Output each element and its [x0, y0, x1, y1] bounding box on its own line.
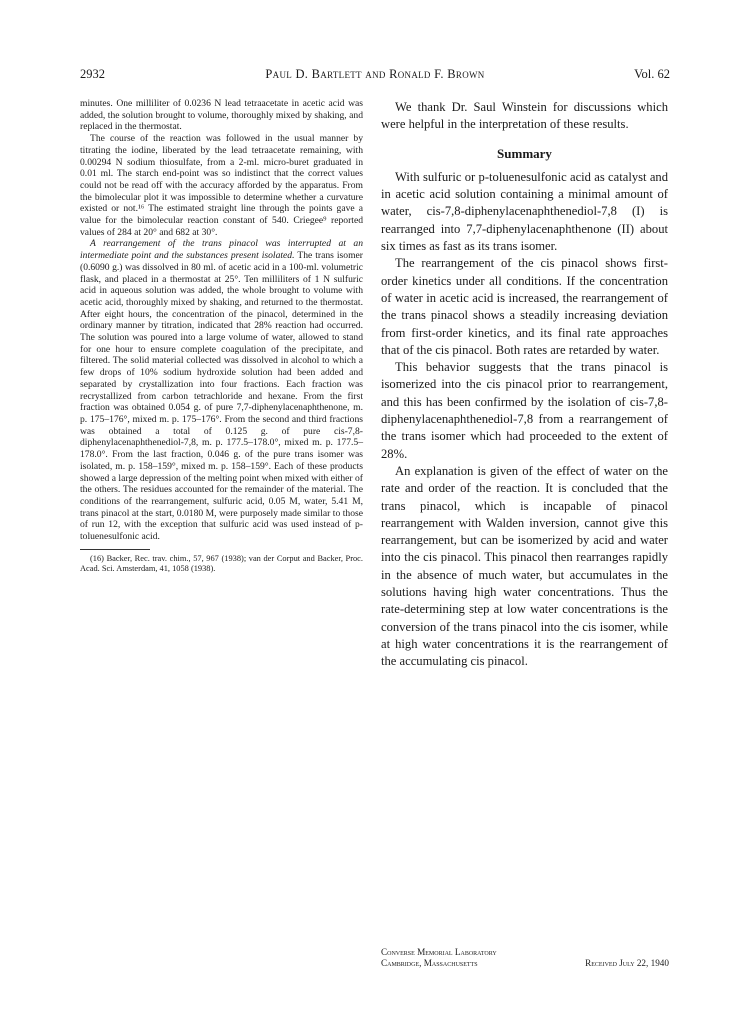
- received-date: Received July 22, 1940: [585, 958, 669, 968]
- running-title: Paul D. Bartlett and Ronald F. Brown: [265, 67, 485, 81]
- summary-paragraph: This behavior suggests that the trans pinacol is isomerized into the cis pinacol prior to rearrangement, and this has been confirmed by the isolation of cis-7,8-diphenylacenaphthenediol-7,8 from a rearrangement of the trans isomer which had proceeded to the extent of 28%.: [381, 360, 668, 461]
- summary-paragraph: An explanation is given of the effect of water on the rate and order of the reaction. It is concluded that the trans pinacol, which is incapable of pinacol rearrangement with Walden inversion, cannot give this rearrangement, but can be isomerized by acid and water into the cis pinacol. This pinacol then rearranges rapidly in the absence of much water, but accumulates in the solutions having high water concentrations. Thus the rate-determining step at low water concentrations is the conversion of the trans pinacol into the cis isomer, while at high water concentrations it is the rearrangement of the accumulating cis pinacol.: [381, 463, 668, 669]
- summary-paragraph: The rearrangement of the cis pinacol shows first-order kinetics under all conditions. If the concentration of water in acetic acid is increased, the rearrangement of the trans pinacol shows a steadily increasing deviation from first-order kinetics, and its final rate approaches that of the cis pinacol. Both rates are retarded by water.: [381, 256, 668, 357]
- paragraph-lead: A rearrangement of the trans pinacol was interrupted at an intermediate point and the substances present isolated.: [80, 238, 363, 262]
- lab-city: Cambridge, Massachusetts: [381, 958, 478, 968]
- left-column: [80, 98, 363, 575]
- paragraph: [80, 238, 363, 542]
- page-number: 2932: [80, 67, 105, 81]
- paragraph: minutes. One milliliter of 0.0236 N lead tetraacetate in acetic acid was added, the solution brought to volume, thoroughly mixed by shaking, and replaced in the thermostat.: [80, 98, 363, 133]
- paragraph: The course of the reaction was followed in the usual manner by titrating the iodine, liberated by the lead tetraacetate remaining, with 0.00294 N sodium thiosulfate, from a 2-ml. micro-buret graduated in 0.01 ml. The starch end-point was so indistinct that the correct values could not be read off with the accuracy afforded by the apparatus. From the bimolecular plot it was impossible to determine whether a curvature existed or not.¹⁶ The estimated straight line through the points gave a value for the bimolecular reaction constant of 540. Criegee⁹ reported values of 284 at 20° and 682 at 30°.: [80, 133, 363, 238]
- running-header: [80, 67, 670, 83]
- acknowledgment: We thank Dr. Saul Winstein for discussions which were helpful in the interpretation of these results.: [381, 100, 668, 132]
- summary-paragraph: With sulfuric or p-toluenesulfonic acid as catalyst and in acetic acid solution containing a minimal amount of water, cis-7,8-diphenylacenaphthenediol-7,8 (I) is rearranged into 7,7-diphenylacenaphthenone (II) about six times as fast as its trans isomer.: [381, 169, 668, 254]
- lab-name: Converse Memorial Laboratory: [381, 947, 497, 957]
- footnote: (16) Backer, Rec. trav. chim., 57, 967 (1938); van der Corput and Backer, Proc. Acad. Sci. Amsterdam, 41, 1058 (1938).: [80, 553, 363, 574]
- summary-heading: Summary: [497, 145, 552, 161]
- volume-label: Vol. 62: [634, 67, 670, 81]
- right-column: [381, 99, 668, 671]
- address-block: [381, 947, 669, 969]
- footnote-rule: [80, 549, 150, 550]
- paragraph-body: The trans isomer (0.6090 g.) was dissolved in 80 ml. of acetic acid in a 100-ml. volumetric flask, and placed in a thermostat at 25°. Ten milliliters of 1 N sulfuric acid in aqueous solution was added, the whole brought to volume with acetic acid, thoroughly mixed by shaking, and returned to the thermostat. After eight hours, the concentration of the pinacol, determined in the ordinary manner by titration, indicated that 28% reaction had occurred. The solution was poured into a large volume of water, allowed to stand for one hour to ensure complete coagulation of the precipitate, and filtered. The solid material collected was dissolved in alcohol to which a few drops of 10% sodium hydroxide solution had been added and separated by crystallization into four fractions. Each fraction was recrystallized from carbon tetrachloride and hexane. From the first fraction was obtained 0.054 g. of pure 7,7-diphenylacenaphthenone, m. p. 175–176°, mixed m. p. 175–176°. From the second and third fractions was obtained a total of 0.125 g. of pure cis-7,8-diphenylacenaphthenediol-7,8, m. p. 177.5–178.0°, mixed m. p. 177.5–178.0°. From the last fraction, 0.046 g. of the pure trans isomer was isolated, m. p. 158–159°, mixed m. p. 158–159°. Each of these products showed a large depression of the melting point when mixed with either of the others. The residues accounted for the remainder of the material. The conditions of the rearrangement, sulfuric acid, 0.05 M, water, 5.41 M, trans pinacol at the start, 0.0180 M, were purposely made similar to those of run 12, with the exception that sulfuric acid was used instead of p-toluenesulfonic acid.: [80, 250, 363, 543]
